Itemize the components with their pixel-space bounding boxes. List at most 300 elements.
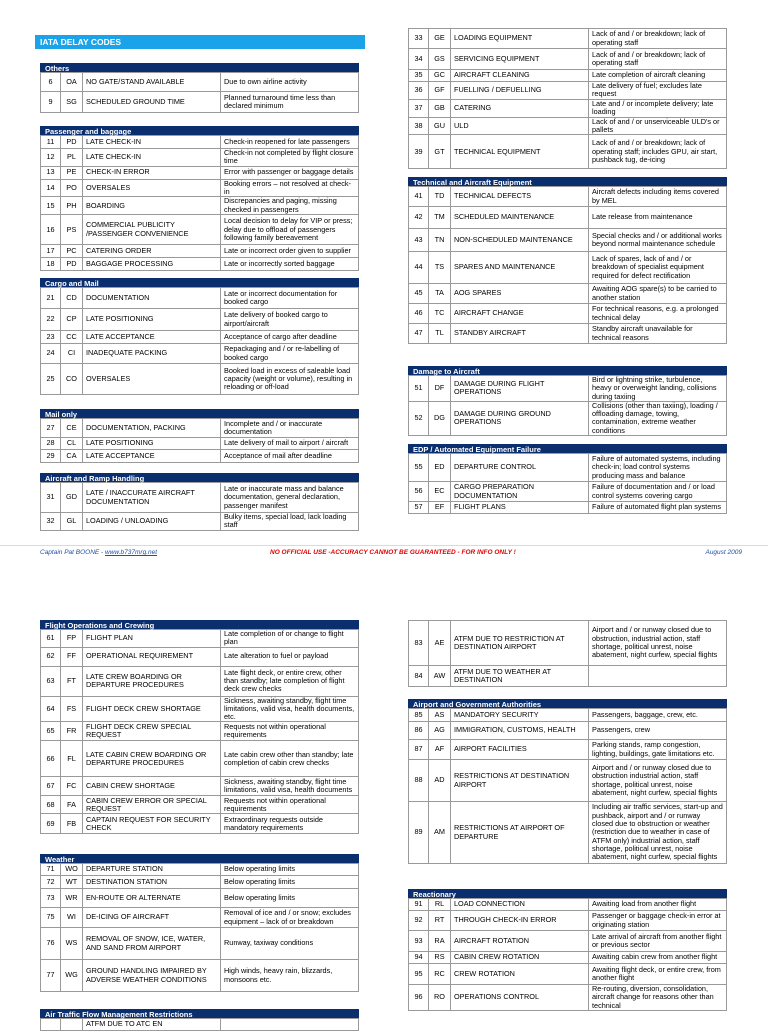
delay-description: Late alteration to fuel or payload: [221, 647, 359, 666]
delay-code-row: [409, 899, 727, 911]
delay-cause: EN-ROUTE OR ALTERNATE: [83, 889, 221, 908]
delay-cause: ULD: [451, 117, 589, 135]
delay-code-table: [40, 629, 359, 834]
delay-code-row: [41, 344, 359, 364]
delay-number: 23: [41, 331, 61, 344]
delay-description: Including air traffic services, start-up and pushback, airport and / or runway closed due to obstruction or weather (restriction due to weather in case of ATFM only) industrial action, staff shortage, political unrest, noise abatement, night curfew, special flights: [589, 802, 727, 864]
section-ramp-handling: [40, 473, 359, 531]
delay-code-row: [409, 740, 727, 760]
delay-description: Requests not within operational requirements: [221, 796, 359, 814]
delay-cause: LATE ACCEPTANCE: [83, 331, 221, 344]
section-header: Flight Operations and Crewing: [40, 620, 359, 629]
delay-description: Awaiting cabin crew from another flight: [589, 952, 727, 964]
delay-description: Late flight deck, or entire crew, other than standby; late completion of flight deck crew checks: [221, 666, 359, 696]
delay-cause: SCHEDULED GROUND TIME: [83, 92, 221, 113]
delay-code-row: [409, 722, 727, 740]
delay-code-row: [41, 630, 359, 648]
delay-number: 76: [41, 928, 61, 960]
delay-code-row: [409, 454, 727, 482]
delay-code-row: [41, 483, 359, 513]
delay-code-row: [41, 245, 359, 258]
delay-cause: DOCUMENTATION, PACKING: [83, 419, 221, 438]
delay-code: WT: [61, 876, 83, 889]
section-passenger-baggage: [40, 126, 359, 271]
delay-cause: LATE CREW BOARDING OR DEPARTURE PROCEDURES: [83, 666, 221, 696]
delay-code-row: [409, 401, 727, 435]
delay-code: GF: [429, 82, 451, 100]
delay-code-row: [41, 438, 359, 450]
delay-description: Check-in reopened for late passengers: [221, 136, 359, 149]
delay-code-row: [41, 215, 359, 245]
delay-cause: CABIN CREW ROTATION: [451, 952, 589, 964]
delay-description: Late release from maintenance: [589, 207, 727, 229]
delay-description: For technical reasons, e.g. a prolonged technical delay: [589, 304, 727, 324]
delay-code: TA: [429, 284, 451, 304]
delay-cause: CARGO PREPARATION DOCUMENTATION: [451, 482, 589, 502]
delay-description: Lack of and / or unserviceable ULD's or pallets: [589, 117, 727, 135]
delay-cause: REMOVAL OF SNOW, ICE, WATER, AND SAND FROM AIRPORT: [83, 928, 221, 960]
delay-number: 91: [409, 899, 429, 911]
delay-description: [589, 666, 727, 687]
delay-code-table: [40, 72, 359, 113]
delay-code: GT: [429, 135, 451, 169]
delay-code-row: [41, 179, 359, 197]
delay-code: RL: [429, 899, 451, 911]
delay-code-row: [41, 777, 359, 796]
delay-number: 61: [41, 630, 61, 648]
delay-code: WG: [61, 960, 83, 992]
delay-description: Lack of spares, lack of and / or breakdown of specialist equipment required for defect rectification: [589, 252, 727, 284]
delay-cause: LATE CHECK-IN: [83, 136, 221, 149]
delay-number: 13: [41, 166, 61, 179]
delay-code-row: [41, 741, 359, 777]
delay-cause: SPARES AND MAINTENANCE: [451, 252, 589, 284]
delay-code-row: [409, 29, 727, 49]
delay-description: Late completion of or change to flight plan: [221, 630, 359, 648]
delay-description: Repackaging and / or re-labelling of booked cargo: [221, 344, 359, 364]
delay-code: GS: [429, 49, 451, 70]
delay-code-row: [409, 70, 727, 82]
delay-code: AM: [429, 802, 451, 864]
delay-cause: CABIN CREW SHORTAGE: [83, 777, 221, 796]
delay-number: 72: [41, 876, 61, 889]
delay-code: CL: [61, 438, 83, 450]
delay-code: TM: [429, 207, 451, 229]
delay-code-row: [409, 304, 727, 324]
delay-code-row: [41, 73, 359, 92]
section-ramp-handling-continued: [408, 28, 727, 169]
delay-code-table: [408, 186, 727, 344]
delay-description: Due to own airline activity: [221, 73, 359, 92]
delay-number: 87: [409, 740, 429, 760]
delay-code: WO: [61, 864, 83, 876]
delay-code-row: [409, 621, 727, 666]
delay-code-row: [41, 928, 359, 960]
delay-number: 21: [41, 288, 61, 309]
delay-code-row: [409, 985, 727, 1011]
delay-code-row: [409, 931, 727, 952]
delay-number: 92: [409, 911, 429, 931]
delay-number: 24: [41, 344, 61, 364]
delay-code: AG: [429, 722, 451, 740]
delay-cause: DE-ICING OF AIRCRAFT: [83, 908, 221, 928]
delay-cause: OVERSALES: [83, 179, 221, 197]
delay-description: Requests not within operational requirements: [221, 722, 359, 741]
delay-cause: RESTRICTIONS AT AIRPORT OF DEPARTURE: [451, 802, 589, 864]
delay-number: 33: [409, 29, 429, 49]
delay-code-row: [41, 331, 359, 344]
delay-number: 38: [409, 117, 429, 135]
delay-cause: CAPTAIN REQUEST FOR SECURITY CHECK: [83, 814, 221, 834]
delay-code: GC: [429, 70, 451, 82]
delay-description: Awaiting load from another flight: [589, 899, 727, 911]
delay-cause: DAMAGE DURING FLIGHT OPERATIONS: [451, 376, 589, 402]
delay-code-row: [41, 666, 359, 696]
delay-code: RS: [429, 952, 451, 964]
delay-code: RO: [429, 985, 451, 1011]
delay-code-row: [409, 229, 727, 252]
delay-cause: DESTINATION STATION: [83, 876, 221, 889]
delay-code: DG: [429, 401, 451, 435]
delay-cause: FLIGHT PLAN: [83, 630, 221, 648]
delay-number: 52: [409, 401, 429, 435]
delay-cause: AOG SPARES: [451, 284, 589, 304]
delay-number: 56: [409, 482, 429, 502]
delay-code: FT: [61, 666, 83, 696]
section-header: Aircraft and Ramp Handling: [40, 473, 359, 482]
delay-description: Below operating limits: [221, 864, 359, 876]
delay-code: FR: [61, 722, 83, 741]
delay-description: Lack of and / or breakdown; lack of operating staff: [589, 29, 727, 49]
delay-code-row: [409, 284, 727, 304]
delay-description: Awaiting AOG spare(s) to be carried to another station: [589, 284, 727, 304]
delay-code-row: [41, 288, 359, 309]
delay-cause: TECHNICAL DEFECTS: [451, 187, 589, 207]
delay-description: Passengers, crew: [589, 722, 727, 740]
delay-code-table: [40, 1018, 359, 1031]
delay-number: 6: [41, 73, 61, 92]
delay-code: TD: [429, 187, 451, 207]
delay-code-row: [41, 889, 359, 908]
section-header: Passenger and baggage: [40, 126, 359, 135]
section-header: Airport and Government Authorities: [408, 699, 727, 708]
delay-code-table: [40, 418, 359, 463]
delay-number: 93: [409, 931, 429, 952]
delay-description: Late delivery of mail to airport / aircraft: [221, 438, 359, 450]
delay-description: Passenger or baggage check-in error at originating station: [589, 911, 727, 931]
delay-number: 28: [41, 438, 61, 450]
delay-code-table: [40, 135, 359, 271]
delay-code-row: [41, 722, 359, 741]
delay-cause: LATE ACCEPTANCE: [83, 450, 221, 463]
delay-code: GE: [429, 29, 451, 49]
delay-description: High winds, heavy rain, blizzards, monsoons etc.: [221, 960, 359, 992]
section-weather: [40, 854, 359, 992]
delay-number: 25: [41, 364, 61, 395]
delay-description: Sickness, awaiting standby, flight time limitations, valid visa, health documents, etc.: [221, 696, 359, 722]
delay-description: Incomplete and / or inaccurate documentation: [221, 419, 359, 438]
section-header: Mail only: [40, 409, 359, 418]
delay-cause: LATE CABIN CREW BOARDING OR DEPARTURE PROCEDURES: [83, 741, 221, 777]
page-title: IATA DELAY CODES: [35, 35, 365, 49]
delay-code-row: [41, 92, 359, 113]
delay-code-row: [41, 876, 359, 889]
delay-number: 14: [41, 179, 61, 197]
delay-cause: BOARDING: [83, 197, 221, 215]
delay-cause: GROUND HANDLING IMPAIRED BY ADVERSE WEATHER CONDITIONS: [83, 960, 221, 992]
delay-code-row: [41, 513, 359, 531]
section-edp-failure: [408, 444, 727, 514]
section-atfm-continued: [408, 620, 727, 687]
delay-number: 42: [409, 207, 429, 229]
delay-description: Failure of documentation and / or load control systems covering cargo: [589, 482, 727, 502]
delay-code-row: [41, 309, 359, 331]
delay-code-row: [41, 796, 359, 814]
delay-code-row: [409, 252, 727, 284]
delay-cause: SERVICING EQUIPMENT: [451, 49, 589, 70]
delay-cause: AIRPORT FACILITIES: [451, 740, 589, 760]
delay-number: 9: [41, 92, 61, 113]
delay-code-row: [409, 952, 727, 964]
footer-author: [40, 549, 157, 556]
section-mail-only: [40, 409, 359, 463]
delay-number: 18: [41, 258, 61, 271]
delay-description: Late delivery of booked cargo to airport/aircraft: [221, 309, 359, 331]
delay-code: AW: [429, 666, 451, 687]
delay-cause: NO GATE/STAND AVAILABLE: [83, 73, 221, 92]
delay-code: GU: [429, 117, 451, 135]
delay-description: Booking errors – not resolved at check-in: [221, 179, 359, 197]
delay-number: 57: [409, 502, 429, 514]
delay-cause: IMMIGRATION, CUSTOMS, HEALTH: [451, 722, 589, 740]
delay-code: RC: [429, 964, 451, 985]
delay-cause: SCHEDULED MAINTENANCE: [451, 207, 589, 229]
delay-cause: FLIGHT PLANS: [451, 502, 589, 514]
delay-cause: CATERING: [451, 99, 589, 117]
delay-cause: DAMAGE DURING GROUND OPERATIONS: [451, 401, 589, 435]
delay-description: Late delivery of fuel; excludes late request: [589, 82, 727, 100]
delay-number: 41: [409, 187, 429, 207]
delay-number: 46: [409, 304, 429, 324]
delay-cause: OPERATIONS CONTROL: [451, 985, 589, 1011]
delay-code: TS: [429, 252, 451, 284]
delay-code-row: [409, 709, 727, 722]
delay-description: Check-in not completed by flight closure time: [221, 149, 359, 167]
delay-cause: BAGGAGE PROCESSING: [83, 258, 221, 271]
delay-cause: ATFM DUE TO RESTRICTION AT DESTINATION AIRPORT: [451, 621, 589, 666]
section-header: EDP / Automated Equipment Failure: [408, 444, 727, 453]
delay-description: Passengers, baggage, crew, etc.: [589, 709, 727, 722]
delay-number: 36: [409, 82, 429, 100]
delay-cause: CATERING ORDER: [83, 245, 221, 258]
delay-code: PE: [61, 166, 83, 179]
delay-code-row: [41, 166, 359, 179]
delay-number: 47: [409, 324, 429, 344]
delay-code: CD: [61, 288, 83, 309]
delay-code-row: [409, 964, 727, 985]
delay-code-row: [409, 187, 727, 207]
delay-number: 45: [409, 284, 429, 304]
delay-number: [41, 1019, 61, 1031]
delay-code-row: [41, 814, 359, 834]
delay-cause: FLIGHT DECK CREW SHORTAGE: [83, 696, 221, 722]
delay-description: Removal of ice and / or snow; excludes equipment – lack of or breakdown: [221, 908, 359, 928]
delay-number: 96: [409, 985, 429, 1011]
delay-code-row: [409, 117, 727, 135]
delay-number: 64: [41, 696, 61, 722]
delay-cause: OPERATIONAL REQUIREMENT: [83, 647, 221, 666]
delay-description: Re-routing, diversion, consolidation, aircraft change for reasons other than technical: [589, 985, 727, 1011]
delay-code: GB: [429, 99, 451, 117]
footer-divider: [0, 545, 768, 546]
delay-code-table: [40, 863, 359, 992]
delay-code: CC: [61, 331, 83, 344]
delay-code: PH: [61, 197, 83, 215]
delay-description: Discrepancies and paging, missing checked in passengers: [221, 197, 359, 215]
delay-cause: CHECK-IN ERROR: [83, 166, 221, 179]
delay-code: GD: [61, 483, 83, 513]
delay-number: 44: [409, 252, 429, 284]
delay-code: AS: [429, 709, 451, 722]
delay-cause: LOADING / UNLOADING: [83, 513, 221, 531]
delay-code-row: [41, 197, 359, 215]
section-atfm: [40, 1009, 359, 1031]
footer-link[interactable]: www.b737mrg.net: [105, 549, 158, 556]
delay-number: 75: [41, 908, 61, 928]
delay-cause: LATE POSITIONING: [83, 309, 221, 331]
delay-code: TN: [429, 229, 451, 252]
delay-code: PD: [61, 258, 83, 271]
delay-number: 77: [41, 960, 61, 992]
delay-description: Late cabin crew other than standby; late completion of cabin crew checks: [221, 741, 359, 777]
delay-code-row: [41, 258, 359, 271]
delay-number: 94: [409, 952, 429, 964]
delay-description: Parking stands, ramp congestion, lighting, buildings, gate limitations etc.: [589, 740, 727, 760]
delay-code: TC: [429, 304, 451, 324]
delay-code-row: [409, 376, 727, 402]
delay-description: Special checks and / or additional works beyond normal maintenance schedule: [589, 229, 727, 252]
page-footer: [40, 549, 742, 559]
delay-code: PL: [61, 149, 83, 167]
delay-code-row: [409, 482, 727, 502]
delay-code: EF: [429, 502, 451, 514]
delay-number: 83: [409, 621, 429, 666]
delay-cause: LOAD CONNECTION: [451, 899, 589, 911]
section-header: Technical and Aircraft Equipment: [408, 177, 727, 186]
delay-code-row: [409, 135, 727, 169]
delay-code-table: [408, 708, 727, 864]
delay-code: RT: [429, 911, 451, 931]
delay-code: [61, 1019, 83, 1031]
delay-code: ED: [429, 454, 451, 482]
section-cargo-mail: [40, 278, 359, 395]
delay-code: PO: [61, 179, 83, 197]
delay-description: Bird or lightning strike, turbulence, heavy or overweight landing, collisions during taxiing: [589, 376, 727, 402]
delay-code-table: [408, 375, 727, 436]
delay-cause: FLIGHT DECK CREW SPECIAL REQUEST: [83, 722, 221, 741]
delay-code: CI: [61, 344, 83, 364]
delay-cause: DEPARTURE CONTROL: [451, 454, 589, 482]
delay-code: PD: [61, 136, 83, 149]
delay-number: 37: [409, 99, 429, 117]
delay-code: AD: [429, 760, 451, 802]
delay-number: 84: [409, 666, 429, 687]
delay-cause: CABIN CREW ERROR OR SPECIAL REQUEST: [83, 796, 221, 814]
delay-cause: LATE / INACCURATE AIRCRAFT DOCUMENTATION: [83, 483, 221, 513]
delay-code: CE: [61, 419, 83, 438]
delay-code-table: [408, 453, 727, 514]
delay-cause: AIRCRAFT CHANGE: [451, 304, 589, 324]
delay-code: FA: [61, 796, 83, 814]
section-header: Reactionary: [408, 889, 727, 898]
delay-description: Error with passenger or baggage details: [221, 166, 359, 179]
delay-number: 43: [409, 229, 429, 252]
delay-code-row: [409, 911, 727, 931]
delay-number: 65: [41, 722, 61, 741]
delay-cause: RESTRICTIONS AT DESTINATION AIRPORT: [451, 760, 589, 802]
delay-code-row: [409, 82, 727, 100]
delay-number: 68: [41, 796, 61, 814]
delay-description: Local decision to delay for VIP or press; delay due to offload of passengers following family bereavement: [221, 215, 359, 245]
delay-number: 27: [41, 419, 61, 438]
delay-cause: LOADING EQUIPMENT: [451, 29, 589, 49]
delay-code: TL: [429, 324, 451, 344]
section-flight-operations: [40, 620, 359, 834]
delay-number: 71: [41, 864, 61, 876]
delay-description: Sickness, awaiting standby, flight time limitations, valid visa, health documents: [221, 777, 359, 796]
delay-code: DF: [429, 376, 451, 402]
delay-number: 51: [409, 376, 429, 402]
delay-code: FP: [61, 630, 83, 648]
delay-description: Late or incorrect order given to supplier: [221, 245, 359, 258]
footer-date: August 2009: [705, 549, 742, 556]
section-damage: [408, 366, 727, 436]
delay-code-row: [409, 99, 727, 117]
delay-cause: NON-SCHEDULED MAINTENANCE: [451, 229, 589, 252]
delay-cause: TECHNICAL EQUIPMENT: [451, 135, 589, 169]
delay-code: OA: [61, 73, 83, 92]
delay-number: 16: [41, 215, 61, 245]
delay-number: 86: [409, 722, 429, 740]
delay-code-table: [408, 28, 727, 169]
delay-number: 88: [409, 760, 429, 802]
delay-code-row: [41, 419, 359, 438]
delay-code: FB: [61, 814, 83, 834]
delay-description: Airport and / or runway closed due to obstruction, industrial action, staff shortage, political unrest, noise abatement, night curfew, special flights: [589, 621, 727, 666]
delay-code: WS: [61, 928, 83, 960]
delay-cause: AIRCRAFT ROTATION: [451, 931, 589, 952]
delay-code-row: [409, 760, 727, 802]
delay-code: WI: [61, 908, 83, 928]
delay-cause: DEPARTURE STATION: [83, 864, 221, 876]
delay-code-table: [408, 898, 727, 1011]
section-header: Weather: [40, 854, 359, 863]
delay-code-row: [41, 647, 359, 666]
delay-number: 12: [41, 149, 61, 167]
delay-code: CA: [61, 450, 83, 463]
section-header: Cargo and Mail: [40, 278, 359, 287]
delay-number: 22: [41, 309, 61, 331]
delay-cause: DOCUMENTATION: [83, 288, 221, 309]
delay-number: 55: [409, 454, 429, 482]
delay-number: 73: [41, 889, 61, 908]
delay-code: FL: [61, 741, 83, 777]
delay-number: 39: [409, 135, 429, 169]
delay-description: Standby aircraft unavailable for technical reasons: [589, 324, 727, 344]
delay-number: 66: [41, 741, 61, 777]
delay-code: SG: [61, 92, 83, 113]
delay-number: 31: [41, 483, 61, 513]
